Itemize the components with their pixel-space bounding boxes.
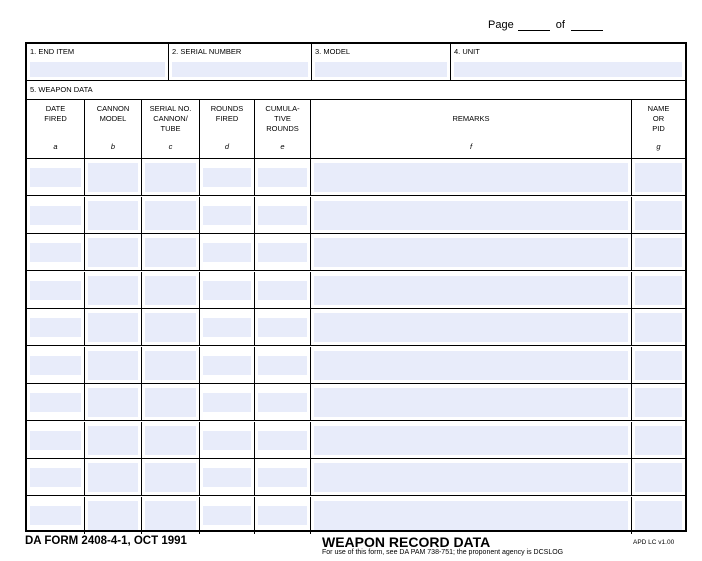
cumulative-rounds-input[interactable] xyxy=(258,206,307,225)
cumulative-rounds-input[interactable] xyxy=(258,168,307,187)
column-header-date-fired xyxy=(27,100,85,158)
cell-date-fired xyxy=(27,197,85,234)
cell-cumulative-rounds xyxy=(255,272,311,309)
column-header-remarks xyxy=(311,100,632,158)
serial-no-input[interactable] xyxy=(145,463,196,492)
column-header-cumulative-rounds xyxy=(255,100,311,158)
cell-rounds-fired xyxy=(200,459,255,496)
column-title: CANNON MODEL xyxy=(96,104,130,123)
date-fired-input[interactable] xyxy=(30,318,81,337)
page-number-field[interactable] xyxy=(518,18,550,31)
cell-cumulative-rounds xyxy=(255,497,311,534)
remarks-input[interactable] xyxy=(314,238,628,267)
column-letter: e xyxy=(280,142,285,151)
date-fired-input[interactable] xyxy=(30,168,81,187)
cannon-model-input[interactable] xyxy=(88,238,138,267)
column-title: ROUNDS FIRED xyxy=(210,104,244,123)
name-or-pid-input[interactable] xyxy=(635,238,682,267)
cell-cannon-model xyxy=(85,497,142,534)
cumulative-rounds-input[interactable] xyxy=(258,393,307,412)
cell-name-or-pid xyxy=(632,497,685,534)
cell-name-or-pid xyxy=(632,272,685,309)
cumulative-rounds-input[interactable] xyxy=(258,318,307,337)
table-row xyxy=(27,197,685,234)
serial-number-field[interactable] xyxy=(172,62,308,77)
of-label: of xyxy=(555,19,565,31)
column-letter: g xyxy=(656,142,661,151)
cell-cannon-model xyxy=(85,234,142,271)
unit-label: 4. UNIT xyxy=(454,47,480,56)
end-item-field[interactable] xyxy=(30,62,165,77)
column-letter: a xyxy=(53,142,58,151)
serial-no-input[interactable] xyxy=(145,426,196,455)
cell-cannon-model xyxy=(85,309,142,346)
remarks-input[interactable] xyxy=(314,501,628,530)
cell-remarks xyxy=(311,159,632,196)
page-label: Page xyxy=(488,19,514,31)
model-cell xyxy=(312,44,451,80)
cumulative-rounds-input[interactable] xyxy=(258,506,307,525)
cannon-model-input[interactable] xyxy=(88,276,138,305)
weapon-data-section xyxy=(27,81,685,100)
cell-name-or-pid xyxy=(632,197,685,234)
cell-date-fired xyxy=(27,347,85,384)
serial-number-cell xyxy=(169,44,312,80)
name-or-pid-input[interactable] xyxy=(635,163,682,192)
cell-cannon-model xyxy=(85,159,142,196)
serial-no-input[interactable] xyxy=(145,201,196,230)
cell-cannon-model xyxy=(85,422,142,459)
end-item-label: 1. END ITEM xyxy=(30,47,75,56)
cannon-model-input[interactable] xyxy=(88,313,138,342)
rounds-fired-input[interactable] xyxy=(203,431,251,450)
cell-rounds-fired xyxy=(200,422,255,459)
date-fired-input[interactable] xyxy=(30,243,81,262)
cell-serial-no xyxy=(142,234,200,271)
cell-serial-no xyxy=(142,272,200,309)
column-title: SERIAL NO. CANNON/ TUBE xyxy=(149,104,192,133)
cumulative-rounds-input[interactable] xyxy=(258,243,307,262)
cell-cannon-model xyxy=(85,347,142,384)
cell-serial-no xyxy=(142,422,200,459)
cannon-model-input[interactable] xyxy=(88,501,138,530)
form-id: DA FORM 2408-4-1, OCT 1991 xyxy=(25,535,187,547)
table-row xyxy=(27,459,685,496)
weapon-record-form xyxy=(25,42,687,532)
cell-rounds-fired xyxy=(200,272,255,309)
serial-no-input[interactable] xyxy=(145,351,196,380)
cell-serial-no xyxy=(142,384,200,421)
page-indicator xyxy=(488,18,603,31)
table-row xyxy=(27,272,685,309)
table-row xyxy=(27,497,685,534)
cumulative-rounds-input[interactable] xyxy=(258,356,307,375)
model-label: 3. MODEL xyxy=(315,47,351,56)
remarks-input[interactable] xyxy=(314,463,628,492)
cannon-model-input[interactable] xyxy=(88,351,138,380)
cell-rounds-fired xyxy=(200,384,255,421)
cell-remarks xyxy=(311,497,632,534)
cell-remarks xyxy=(311,422,632,459)
cell-cumulative-rounds xyxy=(255,347,311,384)
name-or-pid-input[interactable] xyxy=(635,351,682,380)
cell-serial-no xyxy=(142,197,200,234)
rounds-fired-input[interactable] xyxy=(203,281,251,300)
cell-date-fired xyxy=(27,159,85,196)
model-field[interactable] xyxy=(315,62,447,77)
column-title: DATE FIRED xyxy=(44,104,67,123)
cell-cumulative-rounds xyxy=(255,197,311,234)
rounds-fired-input[interactable] xyxy=(203,356,251,375)
rounds-fired-input[interactable] xyxy=(203,206,251,225)
column-letter: d xyxy=(224,142,230,151)
column-letter: c xyxy=(168,142,173,151)
remarks-input[interactable] xyxy=(314,351,628,380)
table-row xyxy=(27,422,685,459)
cell-date-fired xyxy=(27,384,85,421)
cell-date-fired xyxy=(27,272,85,309)
column-title: NAME OR PID xyxy=(647,104,670,133)
cell-remarks xyxy=(311,272,632,309)
cumulative-rounds-input[interactable] xyxy=(258,468,307,487)
table-row xyxy=(27,309,685,346)
cell-date-fired xyxy=(27,309,85,346)
name-or-pid-input[interactable] xyxy=(635,501,682,530)
cell-name-or-pid xyxy=(632,234,685,271)
date-fired-input[interactable] xyxy=(30,393,81,412)
cumulative-rounds-input[interactable] xyxy=(258,431,307,450)
cell-remarks xyxy=(311,459,632,496)
column-title: CUMULA- TIVE ROUNDS xyxy=(265,104,300,133)
serial-no-input[interactable] xyxy=(145,276,196,305)
header-row xyxy=(27,44,685,81)
weapon-data-label: 5. WEAPON DATA xyxy=(30,85,93,94)
cell-serial-no xyxy=(142,459,200,496)
cumulative-rounds-input[interactable] xyxy=(258,281,307,300)
cell-serial-no xyxy=(142,309,200,346)
cannon-model-input[interactable] xyxy=(88,388,138,417)
cell-date-fired xyxy=(27,497,85,534)
date-fired-input[interactable] xyxy=(30,506,81,525)
serial-no-input[interactable] xyxy=(145,163,196,192)
name-or-pid-input[interactable] xyxy=(635,313,682,342)
cell-remarks xyxy=(311,347,632,384)
column-header-cannon-model xyxy=(85,100,142,158)
name-or-pid-input[interactable] xyxy=(635,463,682,492)
cell-cumulative-rounds xyxy=(255,384,311,421)
remarks-input[interactable] xyxy=(314,276,628,305)
page-total-field[interactable] xyxy=(571,18,603,31)
cell-rounds-fired xyxy=(200,159,255,196)
rounds-fired-input[interactable] xyxy=(203,468,251,487)
cannon-model-input[interactable] xyxy=(88,201,138,230)
cell-date-fired xyxy=(27,459,85,496)
cell-date-fired xyxy=(27,234,85,271)
column-headers xyxy=(27,100,685,159)
cell-remarks xyxy=(311,384,632,421)
name-or-pid-input[interactable] xyxy=(635,426,682,455)
column-header-rounds-fired xyxy=(200,100,255,158)
table-row xyxy=(27,347,685,384)
cell-date-fired xyxy=(27,422,85,459)
serial-no-input[interactable] xyxy=(145,501,196,530)
cell-cumulative-rounds xyxy=(255,422,311,459)
form-title: WEAPON RECORD DATA xyxy=(322,534,491,550)
date-fired-input[interactable] xyxy=(30,281,81,300)
remarks-input[interactable] xyxy=(314,163,628,192)
cell-name-or-pid xyxy=(632,347,685,384)
form-subtitle: For use of this form, see DA PAM 738-751; the proponent agency is DCSLOG xyxy=(322,549,564,556)
unit-cell xyxy=(451,44,685,80)
cell-name-or-pid xyxy=(632,309,685,346)
cell-remarks xyxy=(311,234,632,271)
column-letter: f xyxy=(469,142,473,151)
table-row xyxy=(27,234,685,271)
name-or-pid-input[interactable] xyxy=(635,388,682,417)
cell-remarks xyxy=(311,309,632,346)
form-version: APD LC v1.00 xyxy=(633,539,675,546)
cannon-model-input[interactable] xyxy=(88,426,138,455)
date-fired-input[interactable] xyxy=(30,468,81,487)
cell-rounds-fired xyxy=(200,347,255,384)
cell-rounds-fired xyxy=(200,234,255,271)
table-row xyxy=(27,159,685,196)
serial-number-label: 2. SERIAL NUMBER xyxy=(172,47,242,56)
cell-rounds-fired xyxy=(200,309,255,346)
column-title: REMARKS xyxy=(452,114,490,123)
column-header-serial-no xyxy=(142,100,200,158)
cell-cumulative-rounds xyxy=(255,234,311,271)
remarks-input[interactable] xyxy=(314,201,628,230)
cell-serial-no xyxy=(142,497,200,534)
cell-name-or-pid xyxy=(632,384,685,421)
cell-rounds-fired xyxy=(200,497,255,534)
remarks-input[interactable] xyxy=(314,313,628,342)
cannon-model-input[interactable] xyxy=(88,163,138,192)
cell-cannon-model xyxy=(85,272,142,309)
date-fired-input[interactable] xyxy=(30,431,81,450)
rounds-fired-input[interactable] xyxy=(203,243,251,262)
column-letter: b xyxy=(110,142,116,151)
cell-serial-no xyxy=(142,347,200,384)
column-header-name-or-pid xyxy=(632,100,685,158)
remarks-input[interactable] xyxy=(314,388,628,417)
cell-name-or-pid xyxy=(632,422,685,459)
cell-serial-no xyxy=(142,159,200,196)
rounds-fired-input[interactable] xyxy=(203,318,251,337)
cannon-model-input[interactable] xyxy=(88,463,138,492)
cell-cumulative-rounds xyxy=(255,159,311,196)
serial-no-input[interactable] xyxy=(145,238,196,267)
name-or-pid-input[interactable] xyxy=(635,276,682,305)
serial-no-input[interactable] xyxy=(145,313,196,342)
cell-name-or-pid xyxy=(632,159,685,196)
cell-cannon-model xyxy=(85,459,142,496)
table-row xyxy=(27,384,685,421)
unit-field[interactable] xyxy=(454,62,682,77)
cell-cannon-model xyxy=(85,384,142,421)
cell-name-or-pid xyxy=(632,459,685,496)
name-or-pid-input[interactable] xyxy=(635,201,682,230)
cell-remarks xyxy=(311,197,632,234)
remarks-input[interactable] xyxy=(314,426,628,455)
date-fired-input[interactable] xyxy=(30,356,81,375)
cell-cumulative-rounds xyxy=(255,309,311,346)
rounds-fired-input[interactable] xyxy=(203,168,251,187)
date-fired-input[interactable] xyxy=(30,206,81,225)
cell-cannon-model xyxy=(85,197,142,234)
serial-no-input[interactable] xyxy=(145,388,196,417)
end-item-cell xyxy=(27,44,169,80)
cell-rounds-fired xyxy=(200,197,255,234)
cell-cumulative-rounds xyxy=(255,459,311,496)
rounds-fired-input[interactable] xyxy=(203,506,251,525)
rounds-fired-input[interactable] xyxy=(203,393,251,412)
